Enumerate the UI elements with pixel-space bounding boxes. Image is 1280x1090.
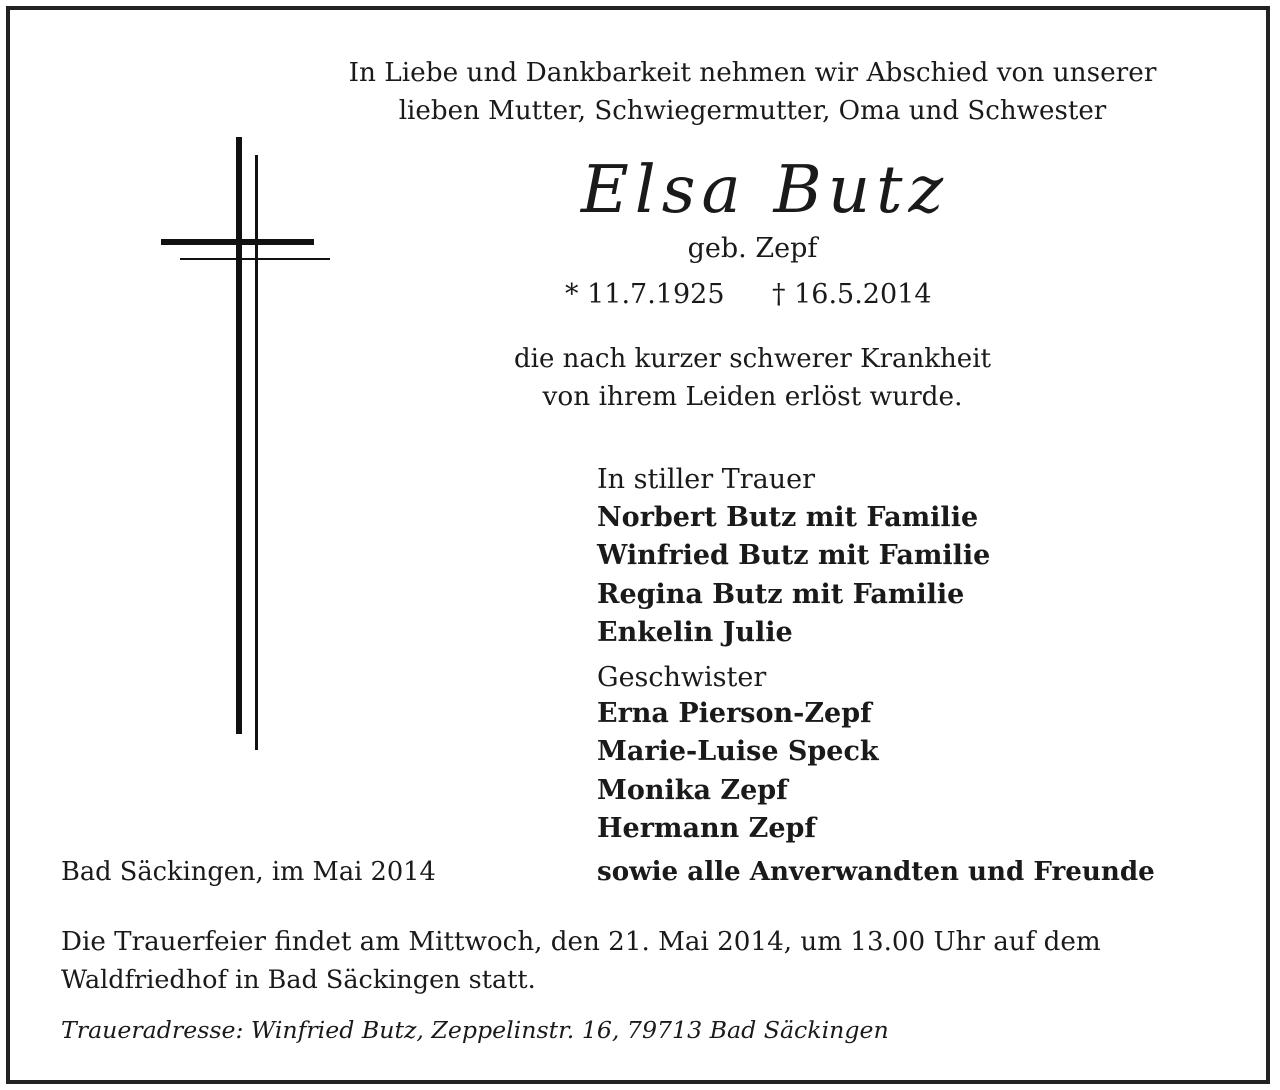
sibling: Erna Pierson-Zepf [597, 698, 872, 729]
ceremony-text [61, 923, 1101, 999]
ceremony-line-2: Waldfriedhof in Bad Säckingen statt. [61, 965, 536, 995]
intro-text [0, 54, 1280, 130]
place-date: Bad Säckingen, im Mai 2014 [61, 857, 436, 887]
statement-text [0, 340, 1280, 416]
mourners-closing: sowie alle Anverwandten und Freunde [597, 856, 1155, 887]
ceremony-line-1: Die Trauerfeier findet am Mittwoch, den 21. Mai 2014, um 13.00 Uhr auf dem [61, 927, 1101, 957]
mourners-heading: In stiller Trauer [597, 464, 816, 495]
mourning-address: Traueradresse: Winfried Butz, Zeppelinstr. 16, 79713 Bad Säckingen [61, 1016, 889, 1044]
intro-line-2: lieben Mutter, Schwiegermutter, Oma und Schwester [398, 96, 1107, 126]
statement-line-2: von ihrem Leiden erlöst wurde. [542, 382, 963, 412]
death-date: † 16.5.2014 [772, 279, 932, 310]
family-member: Regina Butz mit Familie [597, 579, 965, 610]
sibling: Hermann Zepf [597, 813, 817, 844]
deceased-name: Elsa Butz [580, 152, 950, 228]
sibling: Marie-Luise Speck [597, 736, 879, 767]
siblings-heading: Geschwister [597, 662, 767, 693]
birth-date: * 11.7.1925 [565, 279, 725, 310]
sibling: Monika Zepf [597, 775, 788, 806]
maiden-name: geb. Zepf [687, 233, 818, 264]
family-member: Enkelin Julie [597, 617, 793, 648]
statement-line-1: die nach kurzer schwerer Krankheit [514, 344, 991, 374]
family-member: Winfried Butz mit Familie [597, 540, 991, 571]
family-member: Norbert Butz mit Familie [597, 502, 979, 533]
intro-line-1: In Liebe und Dankbarkeit nehmen wir Abschied von unserer [348, 58, 1157, 88]
